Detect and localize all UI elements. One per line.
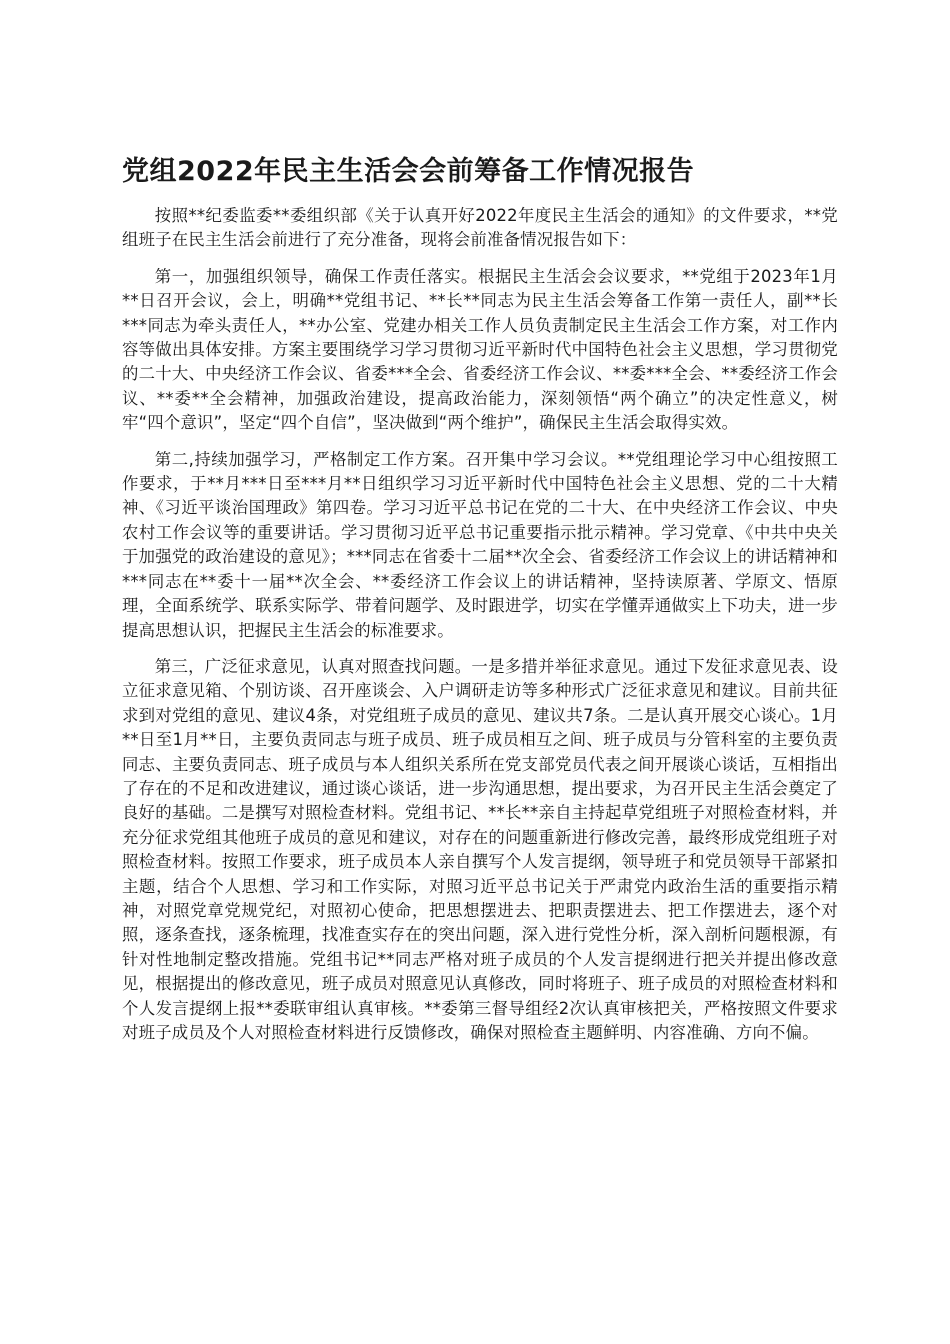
- document-title: 党组2022年民主生活会会前筹备工作情况报告: [122, 156, 695, 187]
- section-two-paragraph: 第二,持续加强学习，严格制定工作方案。召开集中学习会议。**党组理论学习中心组按照工作要求，于**月***日至***月**日组织学习习近平新时代中国特色社会主义思想、党的二十大精神、《习近平谈治国理政》第四卷。学习习近平总书记在党的二十大、在中央经济工作会议、中央农村工作会议等的重要讲话。学习贯彻习近平总书记重要指示批示精神。学习党章、《中共中央关于加强党的政治建设的意见》；***同志在省委十二届**次全会、省委经济工作会议上的讲话精神和***同志在**委十一届**次全会、**委经济工作会议上的讲话精神，坚持读原著、学原文、悟原理，全面系统学、联系实际学、带着问题学、及时跟进学，切实在学懂弄通做实上下功夫，进一步提高思想认识，把握民主生活会的标准要求。: [122, 449, 838, 640]
- section-three-paragraph: 第三，广泛征求意见，认真对照查找问题。一是多措并举征求意见。通过下发征求意见表、设立征求意见箱、个别访谈、召开座谈会、入户调研走访等多种形式广泛征求意见和建议。目前共征求到对党组的意见、建议4条，对党组班子成员的意见、建议共7条。二是认真开展交心谈心。1月**日至1月**日，主要负责同志与班子成员、班子成员相互之间、班子成员与分管科室的主要负责同志、主要负责同志、班子成员与本人组织关系所在党支部党员代表之间开展谈心谈话，互相指出了存在的不足和改进建议，通过谈心谈话，进一步沟通思想，提出要求，为召开民主生活会奠定了良好的基础。二是撰写对照检查材料。党组书记、**长**亲自主持起草党组班子对照检查材料，并充分征求党组其他班子成员的意见和建议，对存在的问题重新进行修改完善，最终形成党组班子对照检查材料。按照工作要求，班子成员本人亲自撰写个人发言提纲，领导班子和党员领导干部紧扣主题，结合个人思想、学习和工作实际，对照习近平总书记关于严肃党内政治生活的重要指示精神，对照党章党规党纪，对照初心使命，把思想摆进去、把职责摆进去、把工作摆进去，逐个对照，逐条查找，逐条梳理，找准查实存在的突出问题，深入进行党性分析，深入剖析问题根源，有针对性地制定整改措施。党组书记**同志严格对班子成员的个人发言提纲进行把关并提出修改意见，根据提出的修改意见，班子成员对照意见认真修改，同时将班子、班子成员的对照检查材料和个人发言提纲上报**委联审组认真审核。**委第三督导组经2次认真审核把关，严格按照文件要求对班子成员及个人对照检查材料进行反馈修改，确保对照检查主题鲜明、内容准确、方向不偏。: [122, 656, 838, 1042]
- section-one-paragraph: 第一，加强组织领导，确保工作责任落实。根据民主生活会会议要求，**党组于2023年1月**日召开会议，会上，明确**党组书记、**长**同志为民主生活会筹备工作第一责任人，副**长***同志为牵头责任人，**办公室、党建办相关工作人员负责制定民主生活会工作方案，对工作内容等做出具体安排。方案主要围绕学习学习贯彻习近平新时代中国特色社会主义思想，学习贯彻党的二十大、中央经济工作会议、省委***全会、省委经济工作会议、**委***全会、**委经济工作会议、**委**全会精神，加强政治建设，提高政治能力，深刻领悟“两个确立”的决定性意义，树牢“四个意识”，坚定“四个自信”，坚决做到“两个维护”，确保民主生活会取得实效。: [122, 266, 838, 433]
- intro-paragraph: 按照**纪委监委**委组织部《关于认真开好2022年度民主生活会的通知》的文件要求，**党组班子在民主生活会前进行了充分准备，现将会前准备情况报告如下：: [122, 206, 838, 250]
- document-page: [122, 150, 838, 1057]
